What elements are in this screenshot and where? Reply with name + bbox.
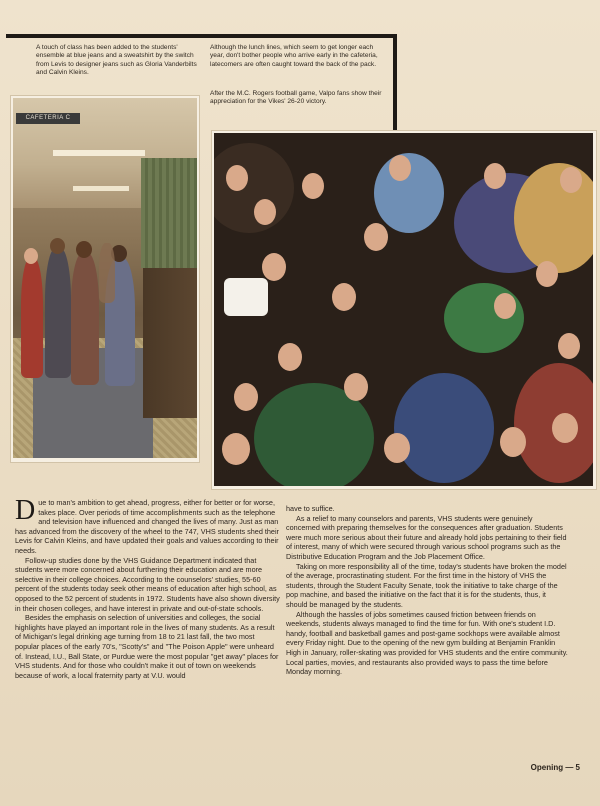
fan-face xyxy=(344,373,368,401)
fan-face xyxy=(560,167,582,193)
fan-face xyxy=(332,283,356,311)
cafeteria-sign: CAFETERIA C xyxy=(16,113,80,124)
caption-football-fans: After the M.C. Rogers football game, Valpo fans show their appreciation for the Vikes' 26-20 victory. xyxy=(210,90,382,106)
caption-lunch-lines: Although the lunch lines, which seem to get longer each year, don't bother people who arrive early in the cafeteria, latecomers are often caught toward the back of the pack. xyxy=(210,44,378,68)
article-column-1 xyxy=(15,495,280,680)
caption-jeans: A touch of class has been added to the students' ensemble at blue jeans and a sweatshirt by the switch from Levis to designer jeans such as Gloria Vanderbilts and Calvin Kleins. xyxy=(36,44,197,77)
fan-face xyxy=(484,163,506,189)
caption-box-rule xyxy=(6,34,396,38)
fan-face xyxy=(552,413,578,443)
student-figure xyxy=(45,248,71,378)
article-paragraph: Besides the emphasis on selection of universities and colleges, the social highlights have played an important role in the lives of many students. As a result of Michigan's legal drinking age turning from 18 to 21 last fall, the two most popular places of the early 70's, "Scotty's" and "The Poison Apple" were unheard of. Instead, I.U., Ball State, or Purdue were the most popular "get away" places for VHS students. And for those who couldn't make it out of town on weekends because of work, a local fraternity party at V.U. would xyxy=(15,613,279,680)
fan-face xyxy=(536,261,558,287)
article-paragraph: As a relief to many counselors and parents, VHS students were genuinely concerned with preparing themselves for the consequences after graduation. Students were much more serious about their future and already hold jobs pertaining to their field of interest, many of which were secured through various school programs such as the Distributive Education Program and the Job Placement Office. xyxy=(286,513,567,561)
fan-face xyxy=(364,223,388,251)
fan-face xyxy=(226,165,248,191)
student-head xyxy=(50,238,65,254)
curtain xyxy=(141,158,197,268)
article-column-2 xyxy=(286,504,568,677)
serving-counter xyxy=(143,268,197,418)
fan-face xyxy=(302,173,324,199)
ceiling-light xyxy=(53,150,145,156)
crowd xyxy=(214,143,294,233)
student-figure xyxy=(21,258,43,378)
student-figure xyxy=(99,243,115,303)
student-figure xyxy=(71,253,99,385)
photo-cafeteria-line xyxy=(13,98,197,458)
fan-face xyxy=(262,253,286,281)
ceiling-light xyxy=(73,186,129,191)
article-paragraph: have to suffice. xyxy=(286,504,335,513)
article-paragraph: Although the hassles of jobs sometimes caused friction between friends on weekends, students always managed to find the time for fun. With one's student I.D. handy, football and basketball games and post-game sockhops were available almost every Friday night. Due to the opening of the new gym building at Benjamin Franklin High in January, roller-skating was provided for VHS students and the entire community. Local parties, movies, and restaurants also provided ways to pass the time before Monday morning. xyxy=(286,609,568,677)
student-head xyxy=(24,248,38,264)
fan-green-jacket xyxy=(444,283,524,353)
fan-face xyxy=(384,433,410,463)
fan-face xyxy=(222,433,250,465)
page-footer: Opening — 5 xyxy=(530,763,580,772)
article-paragraph: Follow-up studies done by the VHS Guidance Department indicated that students were more concerned about furthering their education and are more selective in their college choices. According to the counselors' studies, 55-60 percent of the students today seek other means of education after high school, as opposed to the 52 percent of students in 1972. Students have also shown diversity in their chosen colleges, and have interest in private and out-of-state schools. xyxy=(15,555,280,613)
fan-denim-jacket xyxy=(394,373,494,483)
fan-face xyxy=(558,333,580,359)
fan-face xyxy=(389,155,411,181)
article-paragraph: Taking on more responsibility all of the time, today's students have broken the model of the average, procrastinating student. For the first time in the history of VHS the students, through the Student Faculty Senate, took the initiative to take charge of the pop machine, and based the initiative on the fact that it is for the students, thus, it should be managed by the students. xyxy=(286,561,567,609)
fan-face xyxy=(494,293,516,319)
student-head xyxy=(76,241,92,258)
caption-box-rule-vertical xyxy=(393,34,397,130)
article-paragraph: Due to man's ambition to get ahead, progress, either for better or for worse, takes place. Over periods of time accomplishments such as the telephone and television have influenced and changed the lives of many. Just as man has advanced from the discovery of the wheel to the 747, VHS students shed their Levis for Calvin Kleins, and have updated their goals and values according to their needs. xyxy=(15,495,279,555)
drop-cap: D xyxy=(15,495,36,526)
white-cup xyxy=(224,278,268,316)
fan-face xyxy=(254,199,276,225)
fan-face xyxy=(234,383,258,411)
fan-face xyxy=(278,343,302,371)
fan-face xyxy=(500,427,526,457)
photo-football-fans xyxy=(214,133,593,486)
